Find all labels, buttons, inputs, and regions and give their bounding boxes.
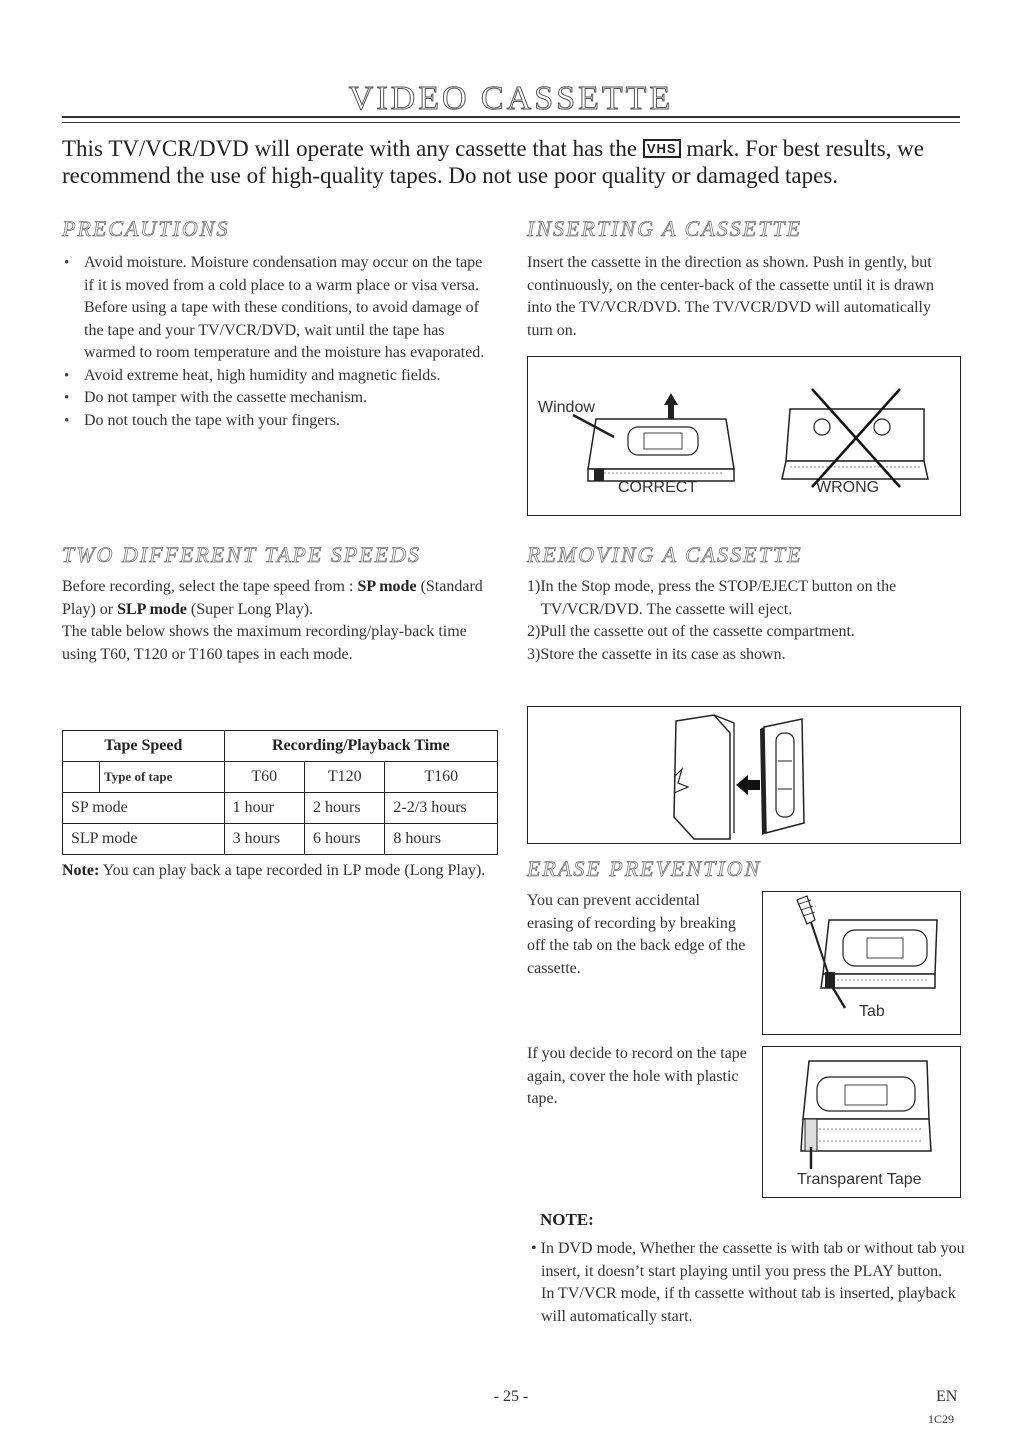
table-cell: 1 hour	[224, 793, 304, 824]
note-text: You can play back a tape recorded in LP mode (Long Play).	[102, 862, 486, 879]
removing-steps	[527, 576, 959, 666]
tape-speed-note	[62, 860, 502, 883]
tape-speeds-paragraph-1	[62, 576, 494, 621]
table-col-header: T60	[224, 762, 304, 793]
removing-heading: REMOVING A CASSETTE	[527, 542, 803, 567]
removing-step: 3)Store the cassette in its case as shown.	[527, 645, 786, 663]
page-title: VIDEO CASSETTE	[348, 80, 674, 117]
speeds-p1-mid: (Standard Play) or	[62, 578, 483, 618]
transparent-tape-figure	[762, 1046, 961, 1198]
language-code: EN	[936, 1388, 958, 1405]
note-line: In TV/VCR mode, if th cassette without tab is inserted, playback will automatically start.	[541, 1285, 956, 1325]
table-row	[63, 824, 498, 855]
inserting-text: Insert the cassette in the direction as shown. Push in gently, but continuously, on the center-back of the cassette until it is drawn into the TV/VCR/DVD. The TV/VCR/DVD will automatically turn on.	[527, 254, 934, 339]
erase-prevention-heading: ERASE PREVENTION	[527, 856, 762, 881]
tab-break-figure	[762, 891, 961, 1035]
type-of-tape-label: Type of tape	[100, 762, 225, 793]
correct-label: CORRECT	[618, 479, 698, 496]
table-col-header: T160	[385, 762, 498, 793]
table-header-row	[63, 731, 498, 762]
precaution-item: • Avoid extreme heat, high humidity and magnetic fields.	[62, 365, 494, 388]
table-header-tape-speed: Tape Speed	[63, 731, 225, 762]
tape-speeds-text	[62, 576, 494, 666]
tape-speed-table	[62, 730, 498, 855]
slp-mode-term: SLP mode	[117, 600, 187, 618]
precaution-item: • Do not touch the tape with your fingers.	[62, 410, 494, 433]
precaution-item: • Avoid moisture. Moisture condensation may occur on the tape if it is moved from a cold place to a warm place or visa versa. Before using a tape with these conditions, to avoid damage of the tape and your TV/VCR/DVD, wait until the tape has warmed to room temperature and the moisture has evaporated.	[62, 252, 494, 365]
cassette-drawing	[801, 1061, 931, 1151]
transparent-tape-label: Transparent Tape	[797, 1171, 922, 1188]
table-mode-cell: SLP mode	[63, 824, 225, 855]
window-label: Window	[538, 399, 595, 416]
intro-paragraph	[62, 135, 962, 189]
intro-after: mark. For best results, we recommend the use of high-quality tapes. Do not use poor quality or damaged tapes.	[62, 136, 924, 188]
cassette-insert-illustration	[528, 357, 960, 515]
removing-step: 2)Pull the cassette out of the cassette compartment.	[527, 623, 855, 640]
note-line-text: In DVD mode, Whether the cassette is with tab or without tab you insert, it doesn’t start playing until you press the PLAY button.	[540, 1240, 965, 1280]
table-cell: 2 hours	[305, 793, 385, 824]
table-cell: 3 hours	[224, 824, 304, 855]
vhs-logo: VHS	[643, 139, 681, 158]
speeds-p1-before: Before recording, select the tape speed from :	[62, 578, 354, 595]
tape-speeds-paragraph-2: The table below shows the maximum recording/play-back time using T60, T120 or T160 tapes in each mode.	[62, 623, 467, 663]
note-line: • In DVD mode, Whether the cassette is with tab or without tab you insert, it doesn’t start playing until you press the PLAY button.	[531, 1240, 965, 1280]
tab-label: Tab	[859, 1003, 885, 1020]
cassette-case-drawing	[674, 715, 734, 839]
precautions-heading: PRECAUTIONS	[62, 216, 230, 241]
sp-mode-term: SP mode	[357, 578, 417, 595]
tab-pointer	[833, 988, 845, 1008]
note-label: Note:	[62, 862, 100, 879]
note-body	[527, 1238, 967, 1328]
inserting-figure	[527, 356, 961, 516]
correct-cassette-drawing	[573, 393, 734, 481]
table-cell: 6 hours	[305, 824, 385, 855]
removing-step: 1)In the Stop mode, press the STOP/EJECT button on the TV/VCR/DVD. The cassette will eject.	[527, 578, 897, 618]
inserting-heading: INSERTING A CASSETTE	[527, 216, 803, 241]
table-row	[63, 762, 498, 793]
table-header-recording-time: Recording/Playback Time	[224, 731, 497, 762]
speeds-p1-after: (Super Long Play).	[190, 600, 314, 618]
wrong-label: WRONG	[816, 479, 880, 496]
table-blank-cell	[63, 762, 100, 793]
tape-speeds-heading: TWO DIFFERENT TAPE SPEEDS	[62, 542, 421, 567]
cassette-storage-illustration	[528, 707, 960, 843]
document-code: 1C29	[928, 1412, 955, 1426]
precautions-list	[62, 252, 494, 432]
table-cell: 8 hours	[385, 824, 498, 855]
eject-arrow	[736, 775, 760, 795]
precaution-item: • Do not tamper with the cassette mechanism.	[62, 387, 494, 410]
screwdriver-icon	[797, 896, 829, 976]
table-row	[63, 793, 498, 824]
removing-figure	[527, 706, 961, 844]
cassette-drawing	[760, 719, 804, 835]
table-mode-cell: SP mode	[63, 793, 225, 824]
table-cell: 2-2/3 hours	[385, 793, 498, 824]
erase-prevention-text-1: You can prevent accidental erasing of recording by breaking off the tab on the back edge of the cassette.	[527, 892, 746, 977]
erase-prevention-text-2: If you decide to record on the tape again, cover the hole with plastic tape.	[527, 1045, 747, 1107]
page-number: - 25 -	[493, 1388, 529, 1405]
wrong-cassette-drawing	[782, 389, 928, 487]
title-divider	[62, 116, 960, 123]
cassette-drawing	[821, 920, 937, 988]
table-col-header: T120	[305, 762, 385, 793]
note-heading: NOTE:	[540, 1210, 594, 1229]
intro-before: This TV/VCR/DVD will operate with any cassette that has the	[62, 136, 638, 161]
